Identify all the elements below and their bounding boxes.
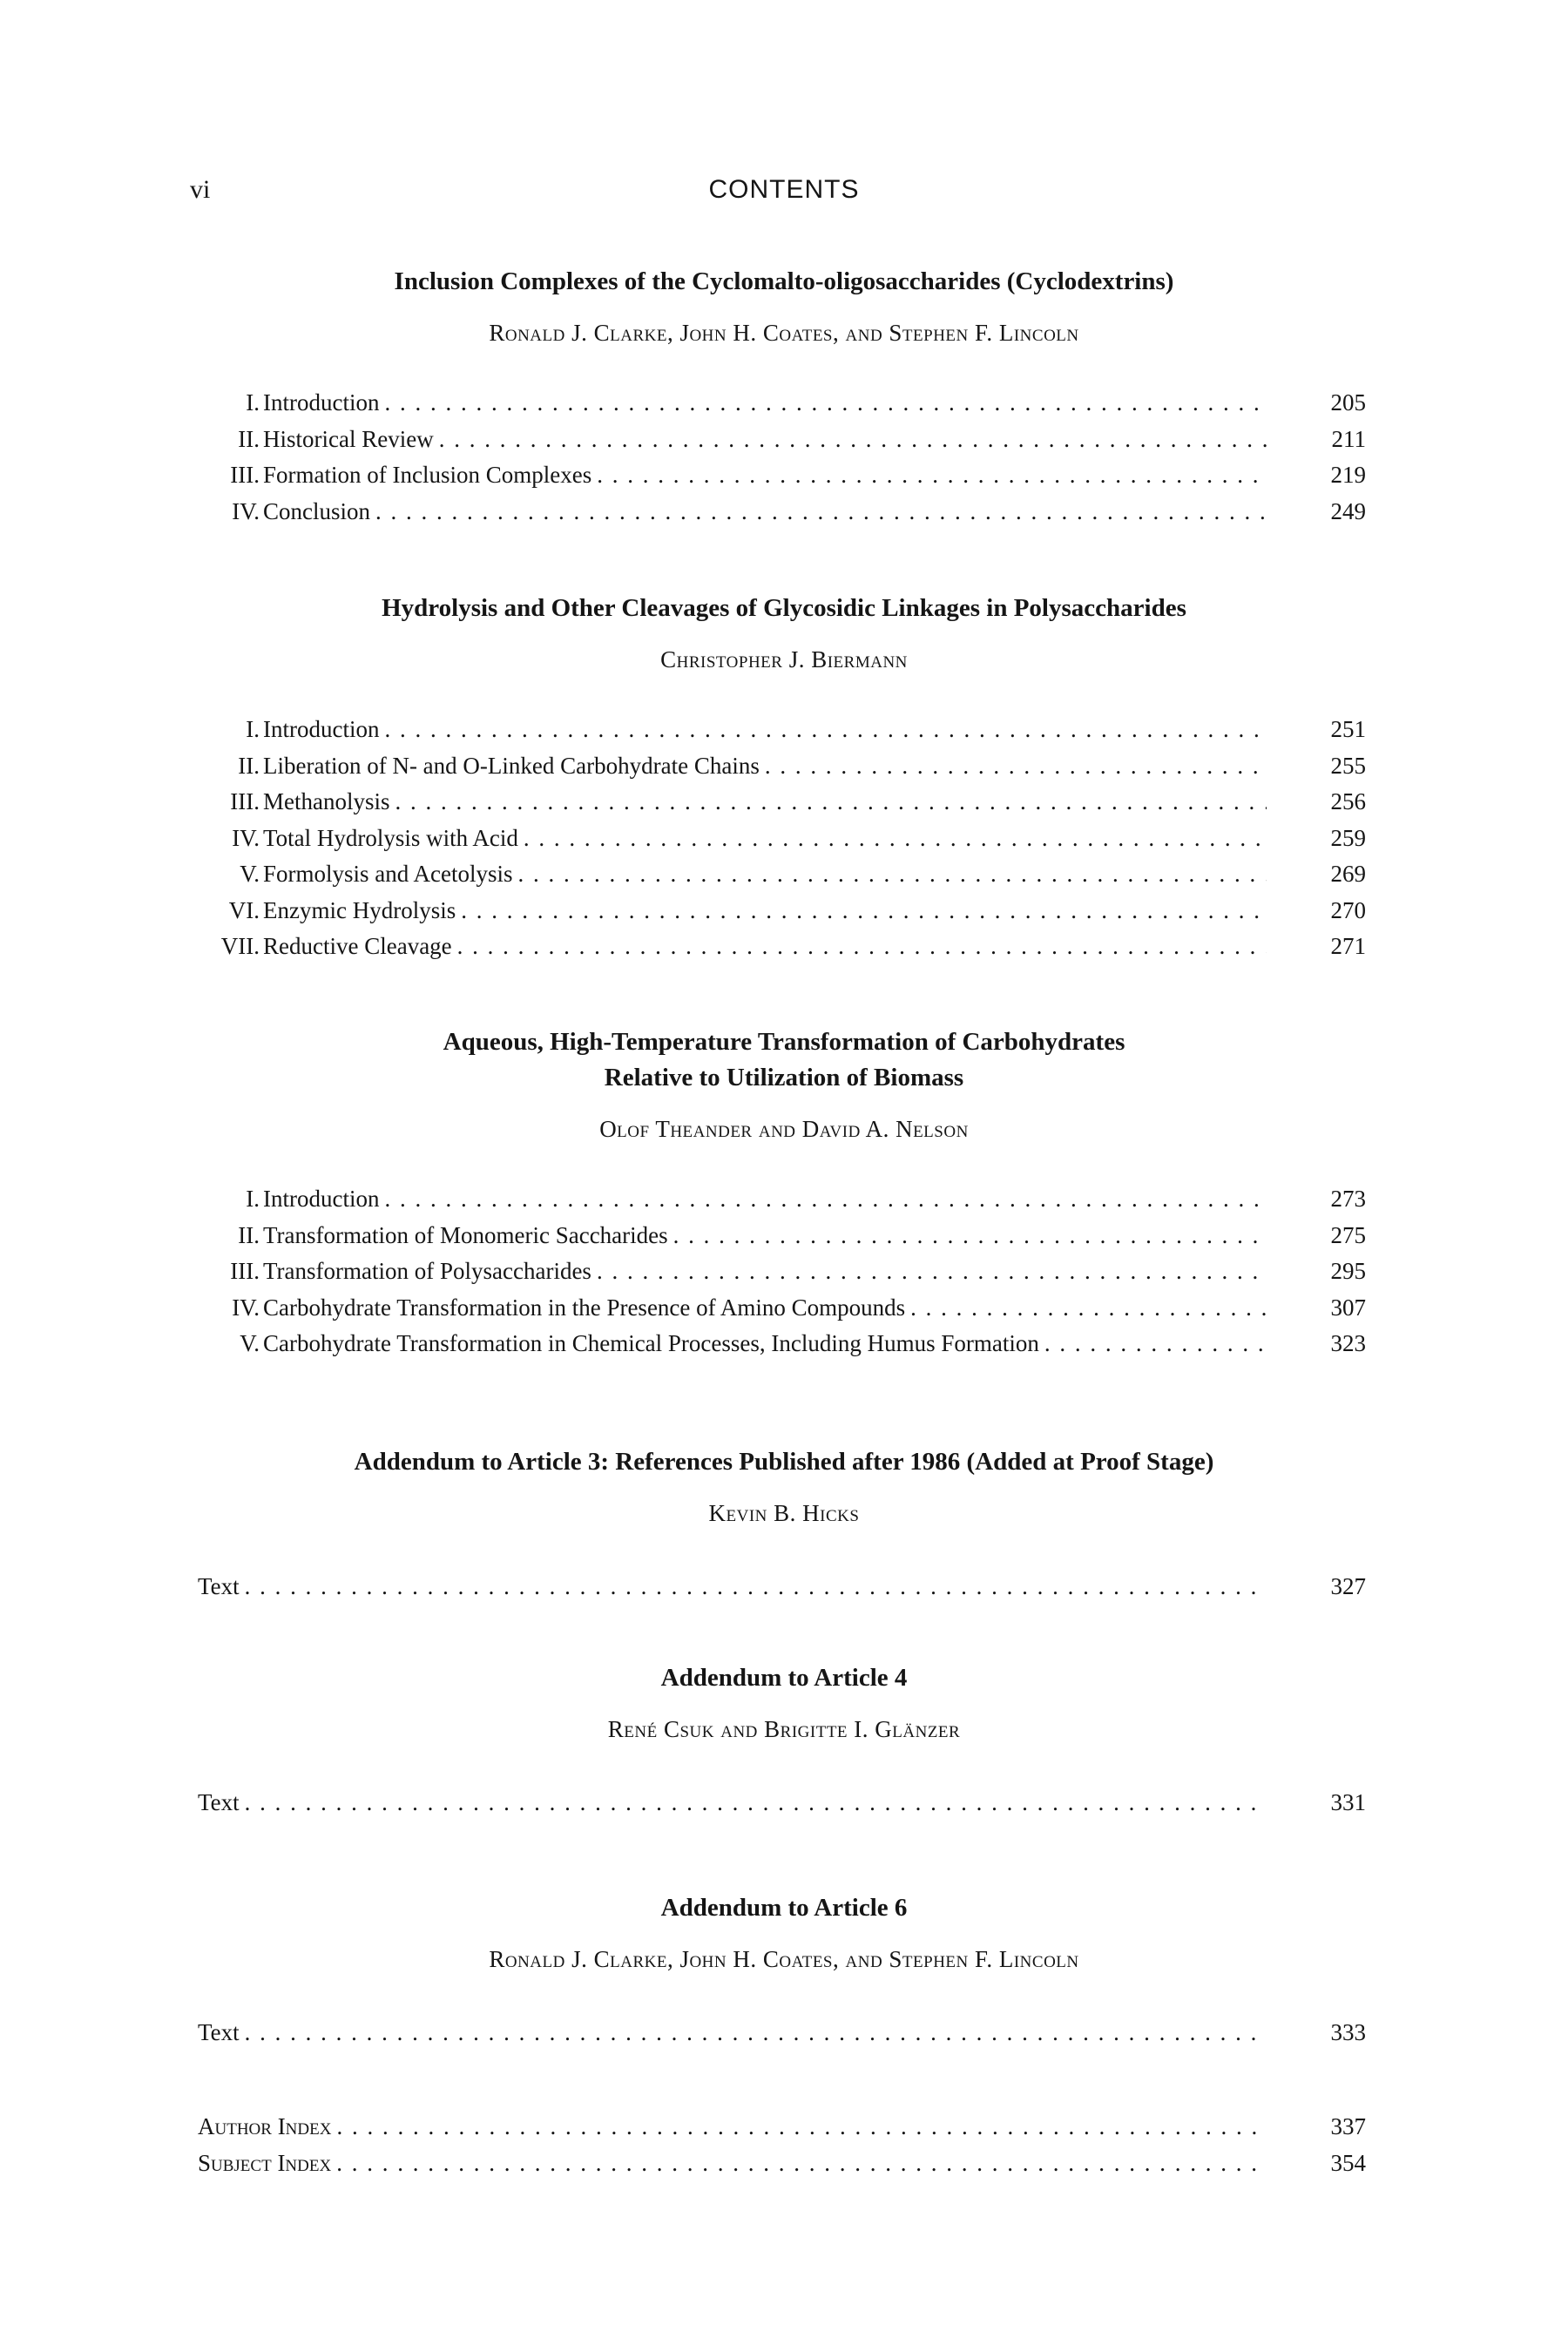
toc-entry[interactable] <box>0 893 1568 929</box>
addendum-article-4 <box>0 1660 1568 1821</box>
entry-label: Enzymic Hydrolysis <box>263 893 461 929</box>
toc-entry[interactable] <box>0 748 1568 785</box>
entry-page: 295 <box>1330 1258 1366 1284</box>
entry-page: 269 <box>1330 861 1366 887</box>
entry-label: Formation of Inclusion Complexes <box>263 457 597 494</box>
article-title: Addendum to Article 3: References Published after 1986 (Added at Proof Stage) <box>354 1448 1214 1476</box>
entry-page: 259 <box>1330 824 1366 851</box>
entry-page: 205 <box>1330 389 1366 416</box>
toc-entry-subject-index[interactable] <box>0 2146 1568 2182</box>
article-hydrolysis <box>0 591 1568 965</box>
entry-number: I. <box>246 389 260 416</box>
entry-label: Liberation of N- and O-Linked Carbohydrate Chains <box>263 748 765 785</box>
entry-page: 323 <box>1330 1330 1366 1356</box>
toc-entry[interactable] <box>0 494 1568 531</box>
article-authors: René Csuk and Brigitte I. Glänzer <box>607 1716 961 1742</box>
entry-label: Carbohydrate Transformation in the Presence of Amino Compounds <box>263 1290 910 1327</box>
entry-label: Author Index <box>198 2109 336 2146</box>
toc-entry[interactable] <box>0 385 1568 422</box>
entry-page: 354 <box>1330 2149 1366 2176</box>
entry-number: VII. <box>220 933 260 959</box>
entry-page: 327 <box>1330 1573 1366 1599</box>
entry-label: Reductive Cleavage <box>263 929 457 965</box>
article-authors: Ronald J. Clarke, John H. Coates, and Stephen F. Lincoln <box>489 1946 1079 1972</box>
entry-page: 337 <box>1330 2113 1366 2139</box>
entry-number: II. <box>238 425 260 452</box>
entry-page: 333 <box>1330 2019 1366 2045</box>
entry-number: I. <box>246 716 260 742</box>
entry-page: 211 <box>1331 425 1366 452</box>
article-authors: Ronald J. Clarke, John H. Coates, and Stephen F. Lincoln <box>489 320 1079 346</box>
toc-entry[interactable] <box>0 457 1568 494</box>
article-authors: Olof Theander and David A. Nelson <box>599 1116 969 1142</box>
entry-page: 219 <box>1330 462 1366 488</box>
entry-label: Transformation of Polysaccharides <box>263 1254 597 1290</box>
entry-number: V. <box>240 1330 260 1356</box>
entry-number: I. <box>246 1186 260 1212</box>
entry-page: 331 <box>1330 1789 1366 1815</box>
page-title: CONTENTS <box>708 175 860 204</box>
page-number: vi <box>190 175 211 204</box>
entry-number: II. <box>238 752 260 779</box>
toc-entry[interactable] <box>0 2015 1568 2051</box>
entry-page: 275 <box>1330 1221 1366 1248</box>
article-title: Addendum to Article 6 <box>660 1894 908 1922</box>
addendum-article-6 <box>0 1890 1568 2051</box>
entry-label: Carbohydrate Transformation in Chemical Processes, Including Humus Formation <box>263 1326 1044 1362</box>
entry-number: IV. <box>232 497 260 524</box>
entry-label: Introduction <box>263 385 384 422</box>
toc-entry-author-index[interactable] <box>0 2109 1568 2146</box>
toc-entry[interactable] <box>0 422 1568 458</box>
entry-number: IV. <box>232 824 260 851</box>
entry-page: 307 <box>1330 1294 1366 1321</box>
addendum-article-3 <box>0 1444 1568 1605</box>
toc-entry[interactable] <box>0 1254 1568 1290</box>
entry-label: Conclusion <box>263 494 375 531</box>
entry-number: II. <box>238 1221 260 1248</box>
article-title-line-1: Aqueous, High-Temperature Transformation of Carbohydrates <box>443 1028 1125 1056</box>
toc-entry[interactable] <box>0 1326 1568 1362</box>
entry-label: Introduction <box>263 1181 384 1218</box>
entry-label: Methanolysis <box>263 784 395 821</box>
entry-label: Text <box>198 1785 245 1821</box>
toc-entry[interactable] <box>0 1218 1568 1254</box>
toc-entry[interactable] <box>0 1181 1568 1218</box>
entry-label: Historical Review <box>263 422 439 458</box>
entry-number: V. <box>240 861 260 887</box>
entry-number: III. <box>230 788 260 814</box>
toc-entry[interactable] <box>0 784 1568 821</box>
entry-label: Transformation of Monomeric Saccharides <box>263 1218 673 1254</box>
entry-page: 270 <box>1330 896 1366 923</box>
toc-entry[interactable] <box>0 821 1568 857</box>
entry-number: IV. <box>232 1294 260 1321</box>
toc-entry[interactable] <box>0 1290 1568 1327</box>
article-title: Addendum to Article 4 <box>660 1664 908 1692</box>
entry-page: 271 <box>1330 933 1366 959</box>
entry-page: 255 <box>1330 752 1366 779</box>
entry-page: 256 <box>1330 788 1366 814</box>
toc-entry[interactable] <box>0 1569 1568 1605</box>
entry-label: Text <box>198 2015 245 2051</box>
entry-label: Introduction <box>263 712 384 748</box>
entry-number: VI. <box>228 896 260 923</box>
article-authors: Christopher J. Biermann <box>660 646 908 672</box>
toc-entry[interactable] <box>0 929 1568 965</box>
entry-page: 251 <box>1330 716 1366 742</box>
toc-entry[interactable] <box>0 856 1568 893</box>
index-entries <box>0 2109 1568 2181</box>
entry-number: III. <box>230 1258 260 1284</box>
article-title-line-2: Relative to Utilization of Biomass <box>604 1064 964 1092</box>
article-title: Inclusion Complexes of the Cyclomalto-oligosaccharides (Cyclodextrins) <box>394 267 1174 295</box>
toc-entry[interactable] <box>0 1785 1568 1821</box>
article-authors: Kevin B. Hicks <box>708 1500 860 1526</box>
toc-entry[interactable] <box>0 712 1568 748</box>
entry-label: Total Hydrolysis with Acid <box>263 821 524 857</box>
entry-label: Subject Index <box>198 2146 336 2182</box>
article-title: Hydrolysis and Other Cleavages of Glycosidic Linkages in Polysaccharides <box>382 594 1186 622</box>
entry-page: 273 <box>1330 1186 1366 1212</box>
entry-page: 249 <box>1330 497 1366 524</box>
entry-number: III. <box>230 462 260 488</box>
article-aqueous-transformation <box>0 1024 1568 1362</box>
entry-label: Formolysis and Acetolysis <box>263 856 518 893</box>
entry-label: Text <box>198 1569 245 1605</box>
article-cyclodextrins <box>0 264 1568 530</box>
